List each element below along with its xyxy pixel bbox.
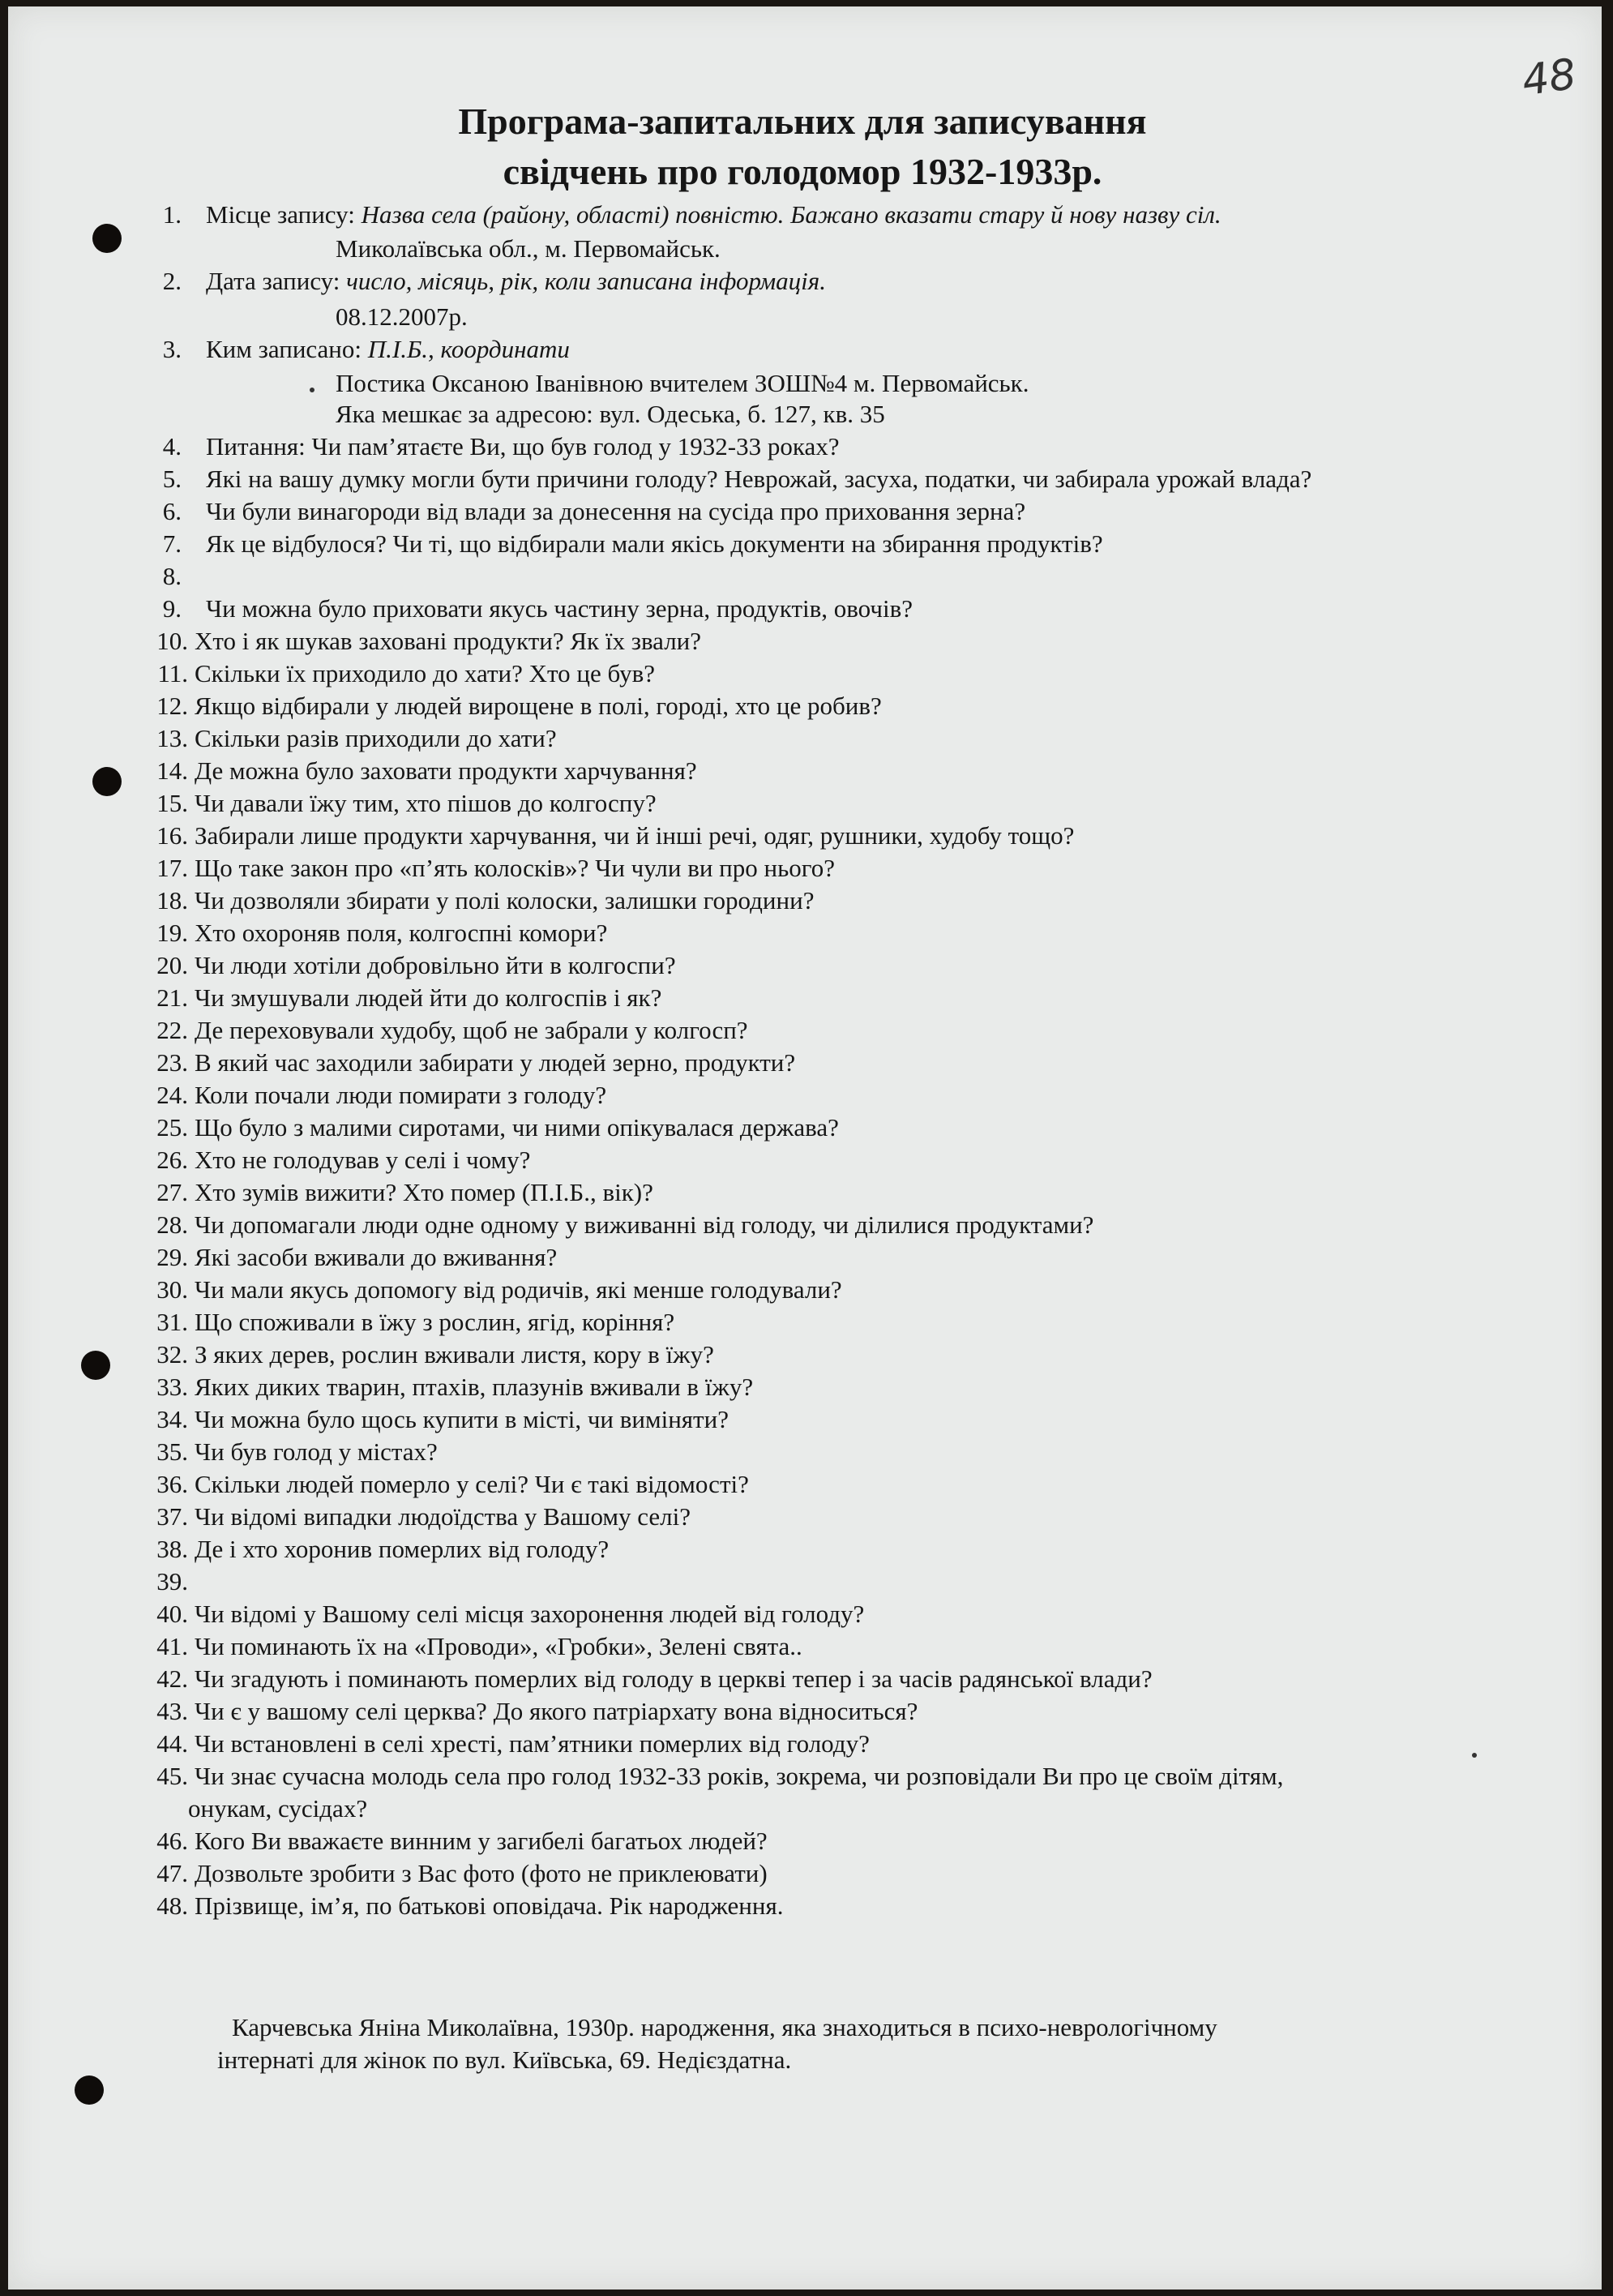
question-text: Кого Ви вважаєте винним у загибелі багатьох людей?: [195, 1827, 768, 1855]
punch-hole: [92, 767, 122, 796]
field-hint: Назва села (району, області) повністю. Бажано вказати стару й нову назву сіл.: [361, 200, 1222, 229]
question-number: 15.: [156, 789, 188, 817]
question-text: онукам, сусідах?: [188, 1794, 368, 1823]
answer-date: 08.12.2007р.: [336, 302, 468, 331]
question-text: [206, 336, 570, 363]
question-text: Де можна було заховати продукти харчування?: [195, 756, 697, 785]
question-number: 28.: [156, 1210, 188, 1239]
question-number: 21.: [156, 983, 188, 1012]
question-text: Чи згадують і поминають померлих від голоду в церкві тепер і за часів радянської влади?: [195, 1664, 1153, 1693]
question-number: 1.: [162, 200, 182, 229]
question-number: 31.: [156, 1308, 188, 1336]
question-number: 22.: [156, 1016, 188, 1044]
question-number: 11.: [157, 659, 188, 688]
question-text: Чи дозволяли збирати у полі колоски, залишки городини?: [195, 886, 815, 915]
bullet-mark: [310, 388, 314, 392]
answer-recorder-line-2: Яка мешкає за адресою: вул. Одеська, б. 127, кв. 35: [336, 400, 885, 428]
question-number: 25.: [156, 1113, 188, 1142]
question-number: 10.: [156, 627, 188, 655]
question-text: Якщо відбирали у людей вирощене в полі, городі, хто це робив?: [195, 692, 882, 720]
field-hint: П.І.Б., координати: [367, 335, 570, 363]
question-text: Яких диких тварин, птахів, плазунів вживали в їжу?: [195, 1373, 754, 1401]
question-text: Які на вашу думку могли бути причини голоду? Неврожай, засуха, податки, чи забирала урожай влада?: [206, 465, 1312, 493]
question-number: 12.: [156, 692, 188, 720]
question-number: 45.: [156, 1762, 188, 1790]
question-text: Чи встановлені в селі хресті, пам’ятники померлих від голоду?: [195, 1729, 870, 1758]
question-text: Як це відбулося? Чи ті, що відбирали мали якісь документи на збирання продуктів?: [206, 529, 1103, 558]
handwritten-page-number: 48: [1519, 49, 1580, 106]
question-text: Де переховували худобу, щоб не забрали у колгосп?: [195, 1016, 748, 1044]
question-number: 32.: [156, 1340, 188, 1369]
question-text: Забирали лише продукти харчування, чи й інші речі, одяг, рушники, худобу тощо?: [195, 821, 1075, 850]
question-number: 7.: [162, 529, 182, 558]
question-number: 48.: [156, 1891, 188, 1920]
question-text: Чи можна було щось купити в місті, чи виміняти?: [195, 1405, 729, 1433]
question-text: Чи відомі у Вашому селі місця захоронення людей від голоду?: [195, 1600, 865, 1628]
question-text: Прізвище, ім’я, по батькові оповідача. Рік народження.: [195, 1891, 784, 1920]
question-number: 23.: [156, 1048, 188, 1077]
field-label: Місце запису:: [206, 200, 362, 229]
question-text: В який час заходили забирати у людей зерно, продукти?: [195, 1048, 796, 1077]
punch-hole: [81, 1351, 110, 1380]
question-text: Коли почали люди помирати з голоду?: [195, 1081, 607, 1109]
question-text: Чи мали якусь допомогу від родичів, які менше голодували?: [195, 1275, 842, 1304]
question-text: Що було з малими сиротами, чи ними опікувалася держава?: [195, 1113, 839, 1142]
question-text: Скільки разів приходили до хати?: [195, 724, 557, 752]
question-text: Чи поминають їх на «Проводи», «Гробки», Зелені свята..: [195, 1632, 802, 1660]
answer-narrator-line-2: інтернаті для жінок по вул. Київська, 69. Недієздатна.: [217, 2045, 792, 2074]
question-number: 29.: [156, 1243, 188, 1271]
question-number: 43.: [156, 1697, 188, 1725]
field-label: Ким записано:: [206, 335, 368, 363]
question-number: 39.: [156, 1567, 188, 1596]
answer-recorder-line-1: Постика Оксаною Іванівною вчителем ЗОШ№4 м. Первомайськ.: [336, 369, 1029, 397]
question-number: 44.: [156, 1729, 188, 1758]
question-number: 30.: [156, 1275, 188, 1304]
question-text: Хто не голодував у селі і чому?: [195, 1146, 531, 1174]
document-title-line-1: Програма-запитальних для записування: [458, 101, 1147, 142]
question-number: 17.: [156, 854, 188, 882]
question-number: 20.: [156, 951, 188, 979]
question-number: 35.: [156, 1437, 188, 1466]
field-label: Дата запису:: [206, 267, 347, 295]
question-number: 37.: [156, 1502, 188, 1531]
question-number: 47.: [156, 1859, 188, 1887]
question-text: Що таке закон про «п’ять колосків»? Чи чули ви про нього?: [195, 854, 835, 882]
question-number: 4.: [162, 432, 182, 460]
question-text: Чи відомі випадки людоїдства у Вашому селі?: [195, 1502, 691, 1531]
question-number: 41.: [156, 1632, 188, 1660]
question-number: 6.: [162, 497, 182, 525]
question-text: Чи є у вашому селі церква? До якого патріархату вона відноситься?: [195, 1697, 918, 1725]
question-number: 19.: [156, 919, 188, 947]
question-text: Питання: Чи пам’ятаєте Ви, що був голод у 1932-33 роках?: [206, 432, 840, 460]
question-number: 13.: [156, 724, 188, 752]
question-text: Чи знає сучасна молодь села про голод 1932-33 років, зокрема, чи розповідали Ви про це своїм дітям,: [195, 1762, 1284, 1790]
document-page: [8, 6, 1602, 2290]
question-text: Чи допомагали люди одне одному у виживанні від голоду, чи ділилися продуктами?: [195, 1210, 1094, 1239]
question-text: З яких дерев, рослин вживали листя, кору в їжу?: [195, 1340, 714, 1369]
question-number: 40.: [156, 1600, 188, 1628]
question-text: Чи давали їжу тим, хто пішов до колгоспу?: [195, 789, 657, 817]
stray-mark: [1472, 1753, 1477, 1758]
question-text: Дозвольте зробити з Вас фото (фото не приклеювати): [195, 1859, 768, 1887]
question-number: 18.: [156, 886, 188, 915]
question-number: 38.: [156, 1535, 188, 1563]
question-number: 2.: [162, 267, 182, 295]
question-text: Чи люди хотіли добровільно йти в колгоспи?: [195, 951, 676, 979]
question-number: 34.: [156, 1405, 188, 1433]
field-hint: число, місяць, рік, коли записана інформація.: [346, 267, 826, 295]
answer-place: Миколаївська обл., м. Первомайськ.: [336, 234, 721, 263]
punch-hole: [92, 224, 122, 253]
question-number: 42.: [156, 1664, 188, 1693]
question-number: 8.: [162, 562, 182, 590]
question-number: 33.: [156, 1373, 188, 1401]
question-text: [206, 268, 826, 295]
question-text: Скільки людей померло у селі? Чи є такі відомості?: [195, 1470, 749, 1498]
question-text: Чи були винагороди від влади за донесення на сусіда про приховання зерна?: [206, 497, 1026, 525]
question-text: Хто охороняв поля, колгоспні комори?: [195, 919, 608, 947]
question-text: Де і хто хоронив померлих від голоду?: [195, 1535, 610, 1563]
question-number: 46.: [156, 1827, 188, 1855]
question-number: 16.: [156, 821, 188, 850]
question-number: 36.: [156, 1470, 188, 1498]
question-text: Хто зумів вижити? Хто помер (П.І.Б., вік)?: [195, 1178, 653, 1206]
answer-narrator-line-1: Карчевська Яніна Миколаївна, 1930р. народження, яка знаходиться в психо-неврологічному: [232, 2013, 1217, 2041]
question-text: Чи можна було приховати якусь частину зерна, продуктів, овочів?: [206, 594, 913, 623]
question-number: 26.: [156, 1146, 188, 1174]
question-number: 24.: [156, 1081, 188, 1109]
question-text: [206, 201, 1222, 229]
question-number: 27.: [156, 1178, 188, 1206]
question-text: Хто і як шукав заховані продукти? Як їх звали?: [195, 627, 702, 655]
question-text: Що споживали в їжу з рослин, ягід, коріння?: [195, 1308, 675, 1336]
punch-hole: [75, 2075, 104, 2105]
question-number: 9.: [162, 594, 182, 623]
question-text: Які засоби вживали до вживання?: [195, 1243, 558, 1271]
question-number: 3.: [162, 335, 182, 363]
question-number: 5.: [162, 465, 182, 493]
document-title-line-2: свідчень про голодомор 1932-1933р.: [503, 151, 1102, 192]
question-text: Чи змушували людей йти до колгоспів і як?: [195, 983, 662, 1012]
question-number: 14.: [156, 756, 188, 785]
question-text: Скільки їх приходило до хати? Хто це був?: [195, 659, 655, 688]
question-text: Чи був голод у містах?: [195, 1437, 438, 1466]
